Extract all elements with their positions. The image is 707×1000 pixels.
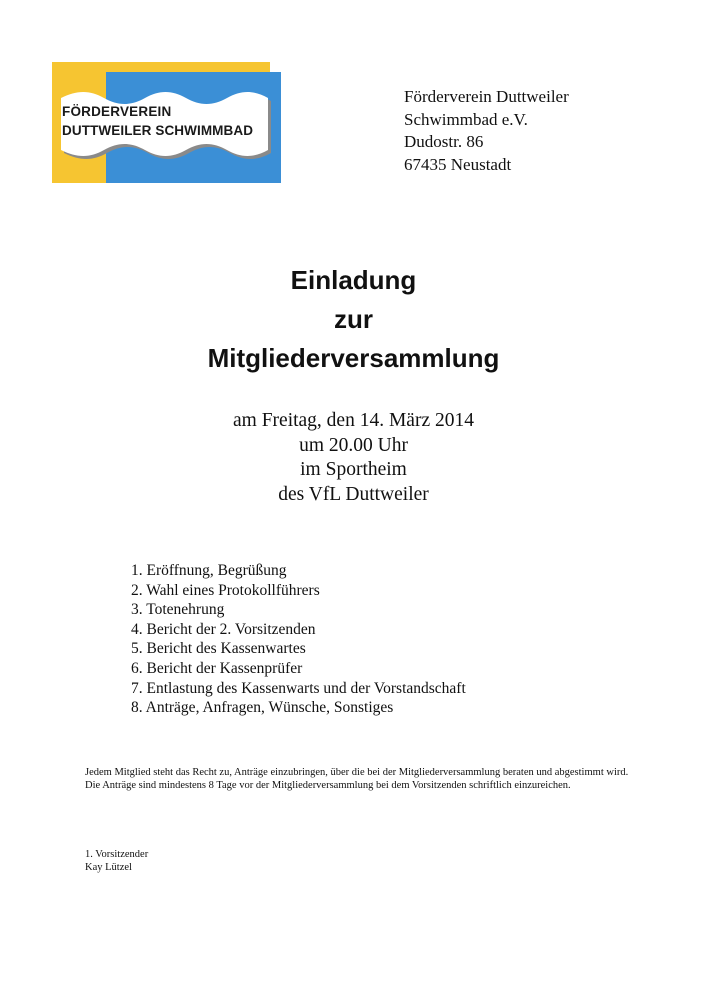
agenda-item: 6. Bericht der Kassenprüfer bbox=[131, 659, 303, 677]
event-place: im Sportheim bbox=[300, 459, 407, 480]
agenda-item: 5. Bericht des Kassenwartes bbox=[131, 640, 306, 658]
event-host: des VfL Duttweiler bbox=[278, 483, 429, 505]
signature-block bbox=[85, 848, 148, 874]
logo-text-line1: FÖRDERVEREIN bbox=[62, 104, 172, 119]
invitation-title bbox=[0, 261, 707, 378]
event-details bbox=[0, 409, 707, 507]
agenda-item: 8. Anträge, Anfragen, Wünsche, Sonstiges bbox=[131, 699, 394, 717]
title-line-2: zur bbox=[334, 304, 373, 334]
sender-address bbox=[404, 86, 569, 176]
association-logo bbox=[52, 62, 281, 183]
signature-role: 1. Vorsitzender bbox=[85, 849, 149, 860]
event-date: am Freitag, den 14. März 2014 bbox=[233, 410, 474, 431]
motions-notice: Jedem Mitglied steht das Recht zu, Anträge einzubringen, über die bei der Mitgliederversammlung beraten und abgestimmt wird. Die Anträge sind mindestens 8 Tage vor der Mitgliederversammlung bei dem Vorsitzenden schriftlich einzureichen. bbox=[85, 767, 629, 792]
agenda-item: 7. Entlastung des Kassenwarts und der Vorstandschaft bbox=[131, 679, 466, 697]
title-line-3: Mitgliederversammlung bbox=[207, 343, 500, 373]
agenda-item: 2. Wahl eines Protokollführers bbox=[131, 581, 320, 599]
event-time: um 20.00 Uhr bbox=[299, 434, 408, 456]
agenda-item: 1. Eröffnung, Begrüßung bbox=[131, 562, 287, 579]
address-line-name: Förderverein Duttweiler bbox=[404, 87, 569, 106]
signature-name: Kay Lützel bbox=[85, 862, 132, 874]
logo-text-line2: DUTTWEILER SCHWIMMBAD bbox=[62, 123, 254, 138]
title-line-1: Einladung bbox=[290, 265, 417, 295]
agenda-item: 3. Totenehrung bbox=[131, 601, 225, 619]
agenda-item: 4. Bericht der 2. Vorsitzenden bbox=[131, 620, 316, 638]
agenda-list bbox=[131, 561, 466, 718]
address-line-name2: Schwimmbad e.V. bbox=[404, 109, 528, 129]
address-line-street: Dudostr. 86 bbox=[404, 132, 484, 151]
address-line-city: 67435 Neustadt bbox=[404, 154, 512, 174]
